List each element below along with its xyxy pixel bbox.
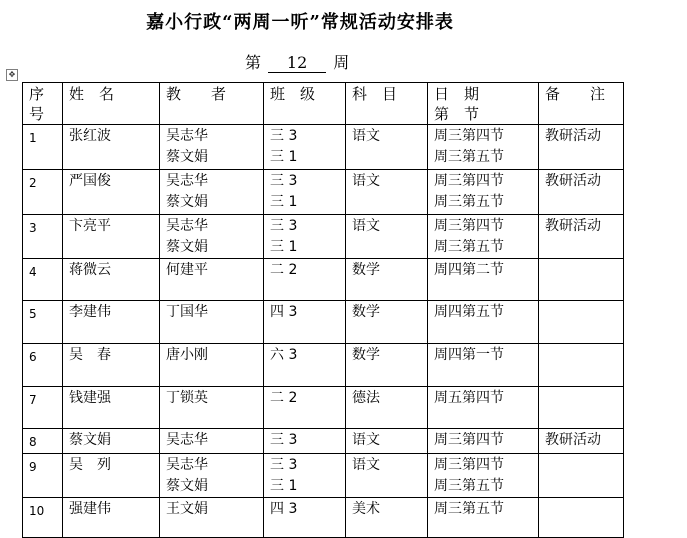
- cell-teacher: [160, 344, 264, 387]
- cell-class: [264, 170, 346, 215]
- cell-name: 钱建强: [63, 387, 160, 429]
- cell-teacher: [160, 301, 264, 344]
- cell-note: [539, 387, 624, 429]
- cell-teacher-line: 蔡文娟: [166, 149, 208, 165]
- cell-class: [264, 125, 346, 170]
- cell-index: 8: [23, 429, 63, 454]
- cell-note: [539, 344, 624, 387]
- header-seq-line2: 号: [29, 105, 45, 123]
- cell-class: [264, 215, 346, 259]
- cell-index: 1: [23, 125, 63, 170]
- cell-name: 吴 春: [63, 344, 160, 387]
- table-row: [23, 125, 624, 170]
- cell-subject: 德法: [346, 387, 428, 429]
- cell-teacher: [160, 429, 264, 454]
- schedule-table: [22, 82, 624, 538]
- cell-time-line: 周三第五节: [434, 194, 504, 210]
- cell-teacher-line: 丁锁英: [166, 390, 208, 406]
- cell-index: 3: [23, 215, 63, 259]
- header-time-line1: 日 期: [434, 85, 480, 103]
- cell-teacher-line: 蔡文娟: [166, 194, 208, 210]
- cell-time-line: 周四第一节: [434, 347, 504, 363]
- cell-time: [428, 215, 539, 259]
- cell-teacher-line: 蔡文娟: [166, 239, 208, 255]
- cell-class-line: 二 2: [270, 390, 298, 406]
- document-title: 嘉小行政“两周一听”常规活动安排表: [146, 12, 454, 33]
- cell-name: 张红波: [63, 125, 160, 170]
- cell-subject: 语文: [346, 125, 428, 170]
- cell-time-line: 周三第五节: [434, 239, 504, 255]
- cell-time: [428, 454, 539, 498]
- cell-time: [428, 259, 539, 301]
- table-row: [23, 454, 624, 498]
- cell-teacher: [160, 387, 264, 429]
- cell-teacher: [160, 125, 264, 170]
- cell-time: [428, 170, 539, 215]
- cell-teacher-line: 王文娟: [166, 501, 208, 517]
- cell-name: 严国俊: [63, 170, 160, 215]
- cell-class: [264, 387, 346, 429]
- cell-time-line: 周三第五节: [434, 501, 504, 517]
- cell-class: [264, 301, 346, 344]
- cell-time: [428, 125, 539, 170]
- cell-name: 蔡文娟: [63, 429, 160, 454]
- cell-teacher-line: 吴志华: [166, 128, 208, 144]
- cell-time: [428, 387, 539, 429]
- cell-note: [539, 301, 624, 344]
- cell-time-line: 周三第四节: [434, 457, 504, 473]
- cell-subject: 语文: [346, 454, 428, 498]
- cell-teacher-line: 吴志华: [166, 218, 208, 234]
- cell-name: 李建伟: [63, 301, 160, 344]
- cell-teacher-line: 吴志华: [166, 432, 208, 448]
- cell-teacher: [160, 259, 264, 301]
- cell-time-line: 周三第四节: [434, 173, 504, 189]
- cell-class: [264, 429, 346, 454]
- cell-class-line: 三 3: [270, 432, 298, 448]
- cell-teacher-line: 丁国华: [166, 304, 208, 320]
- cell-teacher-line: 吴志华: [166, 457, 208, 473]
- cell-time: [428, 498, 539, 538]
- cell-name: 蒋微云: [63, 259, 160, 301]
- cell-note: 教研活动: [539, 429, 624, 454]
- cell-class: [264, 454, 346, 498]
- table-row: [23, 387, 624, 429]
- table-row: [23, 429, 624, 454]
- week-line: [245, 50, 349, 73]
- cell-teacher-line: 蔡文娟: [166, 478, 208, 494]
- cell-subject: 数学: [346, 301, 428, 344]
- cell-teacher-line: 吴志华: [166, 173, 208, 189]
- cell-time: [428, 344, 539, 387]
- cell-class-line: 三 3: [270, 128, 298, 144]
- cell-time: [428, 301, 539, 344]
- cell-note: [539, 259, 624, 301]
- cell-name: 吴 列: [63, 454, 160, 498]
- table-row: [23, 301, 624, 344]
- cell-class-line: 三 3: [270, 457, 298, 473]
- cell-teacher-line: 唐小刚: [166, 347, 208, 363]
- week-suffix: 周: [333, 53, 350, 72]
- cell-name: 强建伟: [63, 498, 160, 538]
- table-row: [23, 170, 624, 215]
- cell-class-line: 四 3: [270, 304, 298, 320]
- cell-class: [264, 259, 346, 301]
- cell-time-line: 周四第二节: [434, 262, 504, 278]
- cell-note: 教研活动: [539, 125, 624, 170]
- cell-class-line: 四 3: [270, 501, 298, 517]
- cell-class-line: 三 1: [270, 149, 298, 165]
- cell-index: 10: [23, 498, 63, 538]
- cell-index: 2: [23, 170, 63, 215]
- cell-time-line: 周四第五节: [434, 304, 504, 320]
- cell-subject: 数学: [346, 259, 428, 301]
- header-seq: [23, 83, 63, 125]
- header-row: [23, 83, 624, 125]
- header-time-line2: 第 节: [434, 105, 480, 123]
- cell-class: [264, 498, 346, 538]
- cell-teacher: [160, 498, 264, 538]
- cell-class-line: 三 1: [270, 194, 298, 210]
- table-row: [23, 215, 624, 259]
- table-row: [23, 498, 624, 538]
- cell-teacher-line: 何建平: [166, 262, 208, 278]
- header-subject: 科 目: [346, 83, 428, 125]
- cell-class-line: 三 1: [270, 478, 298, 494]
- cell-class: [264, 344, 346, 387]
- cell-class-line: 三 3: [270, 218, 298, 234]
- cell-time-line: 周三第五节: [434, 149, 504, 165]
- cell-index: 5: [23, 301, 63, 344]
- cell-subject: 语文: [346, 170, 428, 215]
- cell-name: 卞亮平: [63, 215, 160, 259]
- cell-note: [539, 498, 624, 538]
- header-time: [428, 83, 539, 125]
- cell-subject: 数学: [346, 344, 428, 387]
- cell-teacher: [160, 454, 264, 498]
- cell-index: 9: [23, 454, 63, 498]
- cell-teacher: [160, 170, 264, 215]
- cell-time-line: 周三第五节: [434, 478, 504, 494]
- cell-index: 7: [23, 387, 63, 429]
- table-row: [23, 259, 624, 301]
- table-row: [23, 344, 624, 387]
- week-prefix: 第: [245, 53, 262, 72]
- header-class: 班 级: [264, 83, 346, 125]
- cell-note: 教研活动: [539, 170, 624, 215]
- cell-class-line: 二 2: [270, 262, 298, 278]
- header-seq-line1: 序: [29, 85, 45, 103]
- cell-note: [539, 454, 624, 498]
- cell-note: 教研活动: [539, 215, 624, 259]
- cell-time: [428, 429, 539, 454]
- cell-class-line: 三 1: [270, 239, 298, 255]
- week-number: 12: [268, 54, 326, 73]
- cell-time-line: 周五第四节: [434, 390, 504, 406]
- cell-subject: 语文: [346, 429, 428, 454]
- header-note: 备 注: [539, 83, 624, 125]
- cell-time-line: 周三第四节: [434, 128, 504, 144]
- header-name: 姓 名: [63, 83, 160, 125]
- cell-index: 6: [23, 344, 63, 387]
- move-cross-icon[interactable]: ✥: [6, 69, 18, 81]
- cell-time-line: 周三第四节: [434, 432, 504, 448]
- cell-subject: 语文: [346, 215, 428, 259]
- cell-index: 4: [23, 259, 63, 301]
- cell-class-line: 三 3: [270, 173, 298, 189]
- header-teacher: 教 者: [160, 83, 264, 125]
- cell-teacher: [160, 215, 264, 259]
- cell-time-line: 周三第四节: [434, 218, 504, 234]
- cell-class-line: 六 3: [270, 347, 298, 363]
- cell-subject: 美术: [346, 498, 428, 538]
